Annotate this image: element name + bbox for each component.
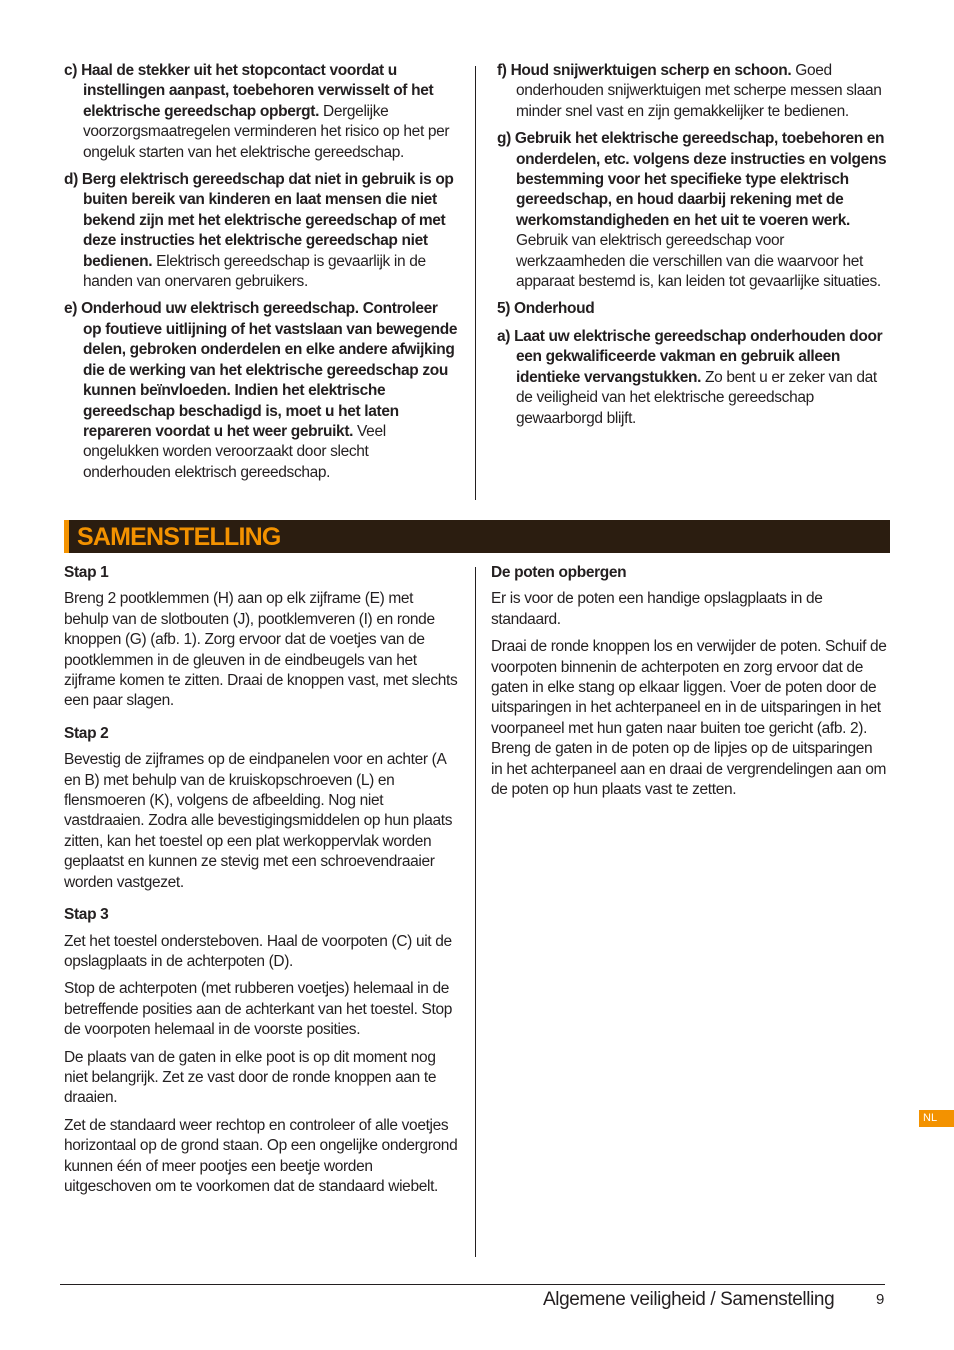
safety-item-f: f) Houd snijwerktuigen scherp en schoon. Goed onderhouden snijwerktuigen met scherpe messen slaan minder snel vast en zijn gemakkelijker te bedienen. bbox=[497, 62, 882, 120]
safety-item-e: e) Onderhoud uw elektrisch gereedschap. Controleer op foutieve uitlijning of het vastslaan van bewegende delen, gebroken onderdelen en elke andere afwijking die de werking van het elektrische gereedschap zou kunnen beïnvloeden. Indien het elektrische gereedschap beschadigd is, moet u het laten repareren voordat u het weer gebruikt. Veel ongelukken worden veroorzaakt door slecht onderhouden elektrisch gereedschap. bbox=[64, 300, 458, 481]
step-3-text-3: De plaats van de gaten in elke poot is op dit moment nog niet belangrijk. Zet ze vast door de ronde knoppen aan te draaien. bbox=[64, 1048, 437, 1107]
maintenance-heading: 5) Onderhoud bbox=[497, 300, 595, 318]
step-3-text-2: Stop de achterpoten (met rubberen voetjes) helemaal in de betreffende posities aan de achterkant van het toestel. Stop de voorpoten helemaal in de voorste posities. bbox=[64, 980, 453, 1039]
safety-right-column bbox=[497, 61, 892, 436]
maintenance-item-a: a) Laat uw elektrische gereedschap onderhouden door een gekwalificeerde vakman en gebruik alleen identieke vervangstukken. Zo bent u er zeker van dat de veiligheid van het elektrische gereedschap gewaarborgd blijft. bbox=[497, 327, 883, 427]
storage-text-2: Draai de ronde knoppen los en verwijder de poten. Schuif de voorpoten binnenin de achterpoten en zorg ervoor dat de gaten in elke stang op elkaar liggen. Voer de poten door de uitsparingen in het achterpaneel en in de uitsparingen in het voorpaneel met hun gaten naar buiten toe gericht (afb. 2). Breng de gaten in de poten op de lipjes op de uitsparingen in het achterpaneel aan en draai de vergrendelingen aan om de poten op hun plaats vast te zetten. bbox=[491, 638, 887, 799]
assembly-left-column bbox=[64, 563, 460, 1204]
step-1-title: Stap 1 bbox=[64, 564, 109, 581]
footer-rule bbox=[60, 1284, 885, 1285]
step-3-text-4: Zet de standaard weer rechtop en controleer of alle voetjes horizontaal op de grond staan. Op een ongelijke ondergrond kunnen één of meer pootjes een beetje worden uitgeschoven om te voorkomen dat de standaard wiebelt. bbox=[64, 1116, 458, 1195]
bottom-column-divider bbox=[475, 567, 476, 1257]
safety-item-c: c) Haal de stekker uit het stopcontact voordat u instellingen aanpast, toebehoren verwisselt of het elektrische gereedschap opbergt. Dergelijke voorzorgsmaatregelen verminderen het risico op het per ongeluk starten van het elektrische gereedschap. bbox=[64, 62, 450, 161]
footer-section-title: Algemene veiligheid / Samenstelling bbox=[543, 1289, 835, 1310]
safety-item-d: d) Berg elektrisch gereedschap dat niet in gebruik is op buiten bereik van kinderen en laat mensen die niet bekend zijn met het elektrische gereedschap of met deze instructies het elektrische gereedschap niet bedienen. Elektrisch gereedschap is gevaarlijk in de handen van onervaren gebruikers. bbox=[64, 171, 454, 291]
section-title: SAMENSTELLING bbox=[77, 523, 281, 551]
page-number: 9 bbox=[876, 1291, 885, 1308]
step-2-text: Bevestig de zijframes op de eindpanelen voor en achter (A en B) met behulp van de kruiskopschroeven (L) en flensmoeren (K), volgens de afbeelding. Nog niet vastdraaien. Zodra alle bevestigingsmiddelen op hun plaats zitten, kan het toestel op een plat werkoppervlak worden geplaatst en kunnen ze stevig met een schroevendraaier worden vastgezet. bbox=[64, 751, 453, 891]
storage-text-1: Er is voor de poten een handige opslagplaats in de standaard. bbox=[491, 590, 823, 628]
step-3-text-1: Zet het toestel ondersteboven. Haal de voorpoten (C) uit de opslagplaats in de achterpoten (D). bbox=[64, 932, 452, 970]
step-2-title: Stap 2 bbox=[64, 724, 109, 742]
safety-item-g: g) Gebruik het elektrische gereedschap, toebehoren en onderdelen, etc. volgens deze instructies en volgens bestemming voor het specifieke type elektrisch gereedschap, en houd daarbij rekening met de werkomstandigheden en het uit te voeren werk. Gebruik van elektrisch gereedschap voor werkzaamheden die verschillen van die waarvoor het apparaat bestemd is, kan leiden tot gevaarlijke situaties. bbox=[497, 130, 887, 291]
top-column-divider bbox=[475, 66, 476, 500]
language-tag: NL bbox=[919, 1110, 954, 1127]
safety-left-column bbox=[64, 61, 459, 490]
step-3-title: Stap 3 bbox=[64, 906, 109, 924]
storage-title: De poten opbergen bbox=[491, 564, 627, 581]
assembly-right-column bbox=[491, 563, 887, 807]
section-banner-accent bbox=[64, 520, 69, 553]
step-1-text: Breng 2 pootklemmen (H) aan op elk zijframe (E) met behulp van de slotbouten (J), pootklemveren (I) en ronde knoppen (G) (afb. 1). Zorg ervoor dat de voetjes van de pootklemmen in de gleuven in de eindbeugels van het zijframe komen te zitten. Draai de knoppen vast, met slechts een paar slagen. bbox=[64, 590, 458, 710]
